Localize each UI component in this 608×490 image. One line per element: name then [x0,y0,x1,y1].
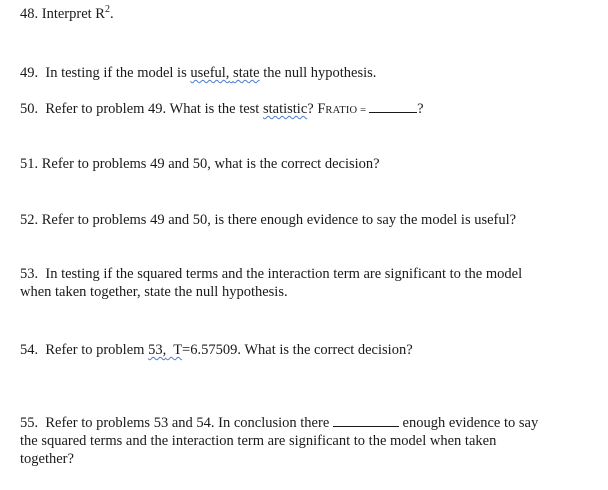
question-number: 49. [20,65,39,81]
question-text: ? [307,101,318,117]
question-50 [20,100,594,120]
question-text-line-2: when taken together, state the null hypothesis. [20,284,288,300]
question-text-line-1: In testing if the squared terms and the interaction term are significant to the model [45,266,523,282]
question-number: 53. [20,266,39,282]
question-text: Interpret R [41,6,105,22]
ratio-label: F [317,101,326,117]
equals-sign: = [357,105,370,116]
question-text: Refer to problems 49 and 50, is there enough evidence to say the model is useful? [41,212,517,228]
question-53 [20,265,594,301]
grammar-marked-word[interactable]: statistic [262,101,308,117]
answer-blank[interactable] [333,414,399,427]
question-text: Refer to problems 49 and 50, what is the correct decision? [41,156,380,172]
grammar-marked-word[interactable]: T [173,342,183,358]
period: . [109,6,114,22]
question-number: 55. [20,415,39,431]
question-text-line-3: together? [20,451,74,467]
question-55 [20,414,594,468]
ratio-label-small-caps: RATIO [325,105,358,116]
question-48 [20,5,594,23]
superscript: 2 [104,4,110,15]
question-text: Refer to problems 53 and 54. In conclusion there [45,415,333,431]
question-49 [20,64,594,82]
answer-blank[interactable] [369,100,417,113]
question-text: Refer to problem [45,342,149,358]
grammar-marked-word[interactable]: state [233,65,260,81]
question-number: 50. [20,101,39,117]
question-number: 51. [20,156,39,172]
question-number: 52. [20,212,39,228]
question-52 [20,211,594,229]
question-text: Refer to problem 49. What is the test [45,101,263,117]
question-54 [20,341,594,359]
question-mark: ? [417,101,424,117]
question-text: In testing if the model is [45,65,191,81]
question-text: the null hypothesis. [259,65,377,81]
grammar-marked-word[interactable]: 53, [148,342,167,358]
question-number: 54. [20,342,39,358]
question-51 [20,155,594,173]
grammar-marked-word[interactable]: useful, [190,65,230,81]
question-text-line-2: the squared terms and the interaction term are significant to the model when taken [20,433,497,449]
question-text: enough evidence to say [398,415,539,431]
question-text: =6.57509. What is the correct decision? [182,342,413,358]
question-number: 48. [20,6,39,22]
